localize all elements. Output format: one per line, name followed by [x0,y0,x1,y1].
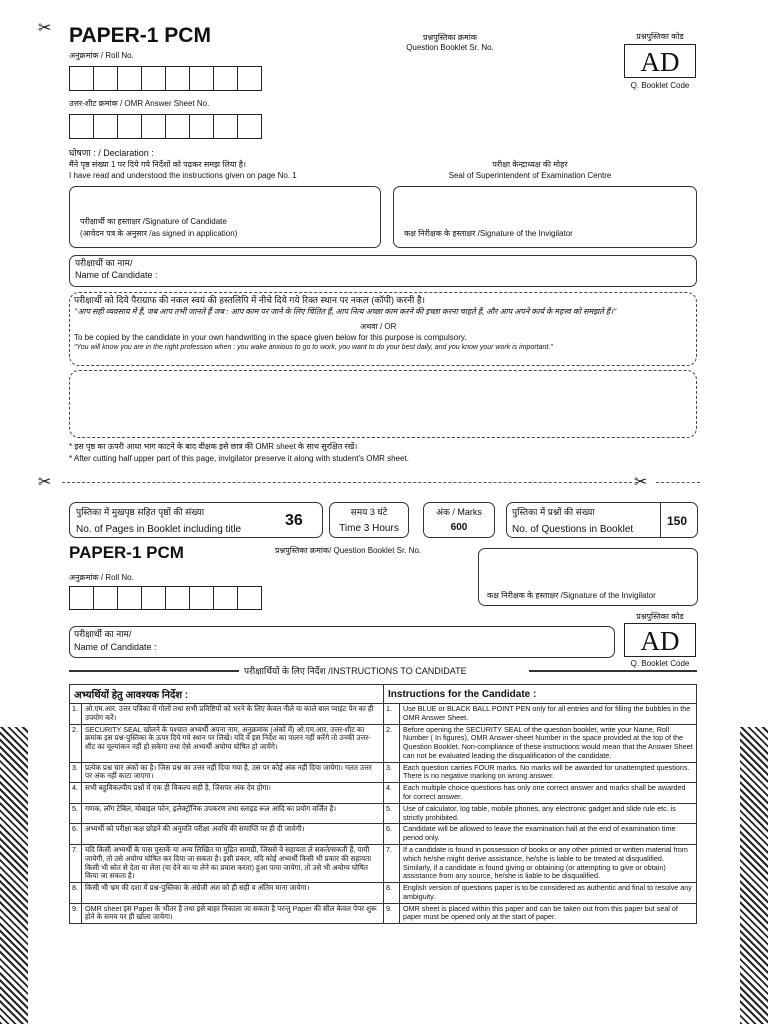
scissors-icon: ✂ [38,18,52,37]
instructions-banner [69,667,697,679]
instruction-text-hi: SECURITY SEAL खोलने के पश्चात अभ्यर्थी अपना नाम, अनुक्रमांक (अंकों में) ओ.एम.आर. उत्तर-शीट का क्रमांक इस प्रश्न-पुस्तिका के ऊपर दिये गये स्थान पर लिखें। यदि वे इस निर्देश का पालन नहीं करेंगे तो उनकी उत्तर-शीट का मूल्यांकन नहीं हो सकेगा तथा ऐसे अभ्यर्थी अयोग्य घोषित हो जायेंगे। [82,724,384,762]
instruction-text-hi: ओ.एम.आर. उत्तर पत्रिका में गोलों तथा सभी प्रविष्टियों को भरने के लिए केवल नीले या काले बाल प्वाइंट पेन का ही उपयोग करें। [82,704,384,725]
instruction-text-hi: सभी बहुविकल्पीय प्रश्नों में एक ही विकल्प सही है, जिसपर अंक देय होगा। [82,783,384,804]
instruction-text-hi: अभ्यर्थी को परीक्षा कक्ष छोड़ने की अनुमति परीक्षा अवधि की समाप्ति पर ही दी जायेगी। [82,824,384,845]
instruction-row [70,783,697,804]
seal-hi: परीक्षा केन्द्राध्यक्ष की मोहर [492,160,568,169]
instruction-row [70,762,697,783]
booklet-sr-hi: प्रश्नपुस्तिका क्रमांक [422,33,478,42]
instruction-number: 1. [70,704,82,725]
instruction-text-en: English version of questions paper is to be considered as authentic and final to resolve any ambiguity. [400,883,697,904]
time-label-hi: समय 3 घंटे [350,507,388,517]
booklet-code-box: AD [624,44,696,78]
instruction-number: 5. [70,803,82,824]
bottom-booklet-sr: प्रश्नपुस्तिका क्रमांक/ Question Booklet Sr. No. [275,546,422,555]
candidate-name-box[interactable] [69,255,697,287]
bottom-invigilator-box[interactable] [478,548,698,606]
instructions-head-hi: अभ्यर्थियों हेतु आवश्यक निर्देश : [70,685,384,704]
booklet-code-en: Q. Booklet Code [630,81,690,90]
instruction-text-en: Candidate will be allowed to leave the examination hall at the end of examination time period only. [400,824,697,845]
instruction-text-hi: गणक, लॉग टेबिल, मोबाइल फोन, इलेक्ट्रॉनिक उपकरण तथा स्लाइड रूल आदि का प्रयोग वर्जित है। [82,803,384,824]
quote-hi: "आप सही व्यवसाय में हैं, जब आप तभी जानते हैं जब : आप काम पर जाने के लिए चिंतित हैं, आप नित्य अच्छा काम करने की इच्छा करना चाहते हैं, और आप अपने कार्य के महत्त्व को समझते हैं।" [74,307,617,316]
copy-instruction-en: To be copied by the candidate in your own handwriting in the space given below for this purpose is compulsory. [74,333,467,342]
instruction-row [70,903,697,924]
note-en: * After cutting half upper part of this page, invigilator preserve it along with student's OMR sheet. [69,454,409,463]
questions-label-en: No. of Questions in Booklet [512,524,634,535]
time-info-box [329,502,409,538]
instruction-number: 5. [384,803,400,824]
instruction-number: 9. [384,903,400,924]
copy-instruction-hi: परीक्षार्थी को दिये पैराग्राफ की नकल स्वयं की हस्तलिपि में नीचे दिये गये रिक्त स्थान पर नकल (कॉपी) करनी है। [74,295,426,305]
scissors-icon: ✂ [38,472,52,491]
roll-number-grid[interactable] [69,66,261,96]
bottom-roll-grid[interactable] [69,586,261,615]
handwriting-space[interactable] [69,370,697,438]
page-title: PAPER-1 PCM [69,24,211,47]
pages-label-hi: पुस्तिका में मुखपृष्ठ सहित पृष्ठों की संख्या [76,507,205,517]
instruction-text-hi: किसी भी भ्रम की दशा में प्रश्न-पुस्तिका के अंग्रेजी अंश को ही सही व अंतिम माना जायेगा। [82,883,384,904]
questions-count: 150 [667,514,688,528]
instructions-head-en: Instructions for the Candidate : [384,685,697,704]
omr-number-grid[interactable] [69,114,261,144]
bottom-name-hi: परीक्षार्थी का नाम/ [74,629,132,639]
instruction-row [70,724,697,762]
instruction-number: 4. [384,783,400,804]
or-label: अथवा / OR [360,322,397,331]
instruction-number: 4. [70,783,82,804]
bottom-roll-label: अनुक्रमांक / Roll No. [69,573,134,582]
instruction-number: 7. [384,844,400,882]
roll-label: अनुक्रमांक / Roll No. [69,51,134,60]
instruction-text-hi: यदि किसी अभ्यर्थी के पास पुस्तकें या अन्य लिखित या मुद्रित सामग्री, जिससे वे सहायता ले सकते/सकती हैं, पायी जायेगी, तो उसे अयोग्य घोषित कर दिया जा सकता है। इसी प्रकार, यदि कोई अभ्यर्थी किसी भी प्रकार की सहायता किसी भी स्रोत से देता या लेता (या देने का या लेने का प्रयास करता) हुआ पाया जायेगा, तो उसे भी अयोग्य घोषित किया जा सकता है। [82,844,384,882]
instruction-number: 6. [70,824,82,845]
pages-count: 36 [285,512,303,529]
candidate-signature-box[interactable] [69,186,381,248]
bottom-title: PAPER-1 PCM [69,543,184,562]
pages-info-box [69,502,323,538]
booklet-sr-en: Question Booklet Sr. No. [406,43,494,52]
bottom-invigilator-label: कक्ष निरीक्षक के हस्ताक्षर /Signature of the Invigilator [487,591,656,600]
instruction-number: 8. [384,883,400,904]
copy-instruction-box [69,292,697,366]
marks-info-box [423,502,495,538]
instruction-number: 1. [384,704,400,725]
instruction-row [70,844,697,882]
bottom-code-box: AD [624,623,696,657]
time-label-en: Time 3 Hours [339,522,399,534]
instruction-text-en: OMR sheet is placed within this paper and can be taken out from this paper but seal of paper must be opened only at the start of paper. [400,903,697,924]
bottom-name-en: Name of Candidate : [74,642,157,652]
marks-value: 600 [450,521,468,533]
bottom-code-en: Q. Booklet Code [630,659,690,668]
instruction-number: 2. [384,724,400,762]
declaration-title: घोषणा : / Declaration : [69,148,154,158]
quote-en: "You will know you are in the right profession when : you wake anxious to go to work, you want to do your best daily, and you know your work is important." [74,344,553,351]
bottom-name-box[interactable] [69,626,615,658]
instruction-text-en: Use of calculator, log table, mobile phones, any electronic gadget and slide rule etc. is strictly prohibited. [400,803,697,824]
ornament-border [0,727,28,1024]
instruction-text-en: Before opening the SECURITY SEAL of the question booklet, write your Name, Roll Number ( In figures), OMR Answer-sheet Number in the space provided at the top of the Question Booklet. Non-compliance of these instructions would mean that the Answer Sheet can not be evaluated leading the disqualification of the candidate. [400,724,697,762]
instruction-text-hi: प्रत्येक प्रश्न चार अंकों का है। जिस प्रश्न का उत्तर नहीं दिया गया है, उस पर कोई अंक नहीं दिया जायेगा। गलत उत्तर पर अंक नहीं काटा जाएगा। [82,762,384,783]
questions-info-box [506,502,698,538]
ornament-border [740,727,768,1024]
declaration-hi: मैंने पृष्ठ संख्या 1 पर दिये गये निर्देशों को पढ़कर समझ लिया है। [69,160,246,169]
instruction-text-hi: OMR sheet इस Paper के भीतर है तथा इसे बाहर निकाला जा सकता है परन्तु Paper की सील केवल पेपर शुरू होने के समय पर ही खोला जायेगा। [82,903,384,924]
name-label-en: Name of Candidate : [75,270,158,280]
declaration-en: I have read and understood the instructions given on page No. 1 [69,171,297,180]
cut-line [62,482,632,483]
scissors-icon: ✂ [634,472,648,491]
instruction-row [70,883,697,904]
seal-en: Seal of Superintendent of Examination Centre [448,171,612,180]
instruction-text-en: If a candidate is found in possession of books or any other printed or written material from which he/she might derive assistance, he/she is liable to be treated at disqualified. Similarly, if a candidate is found giving or obtaining (or attempting to give or obtain) assistance from any source, he/she is liable to be disqualified. [400,844,697,882]
candidate-signature-sub: (आवेदन पत्र के अनुसार /as signed in application) [80,229,238,238]
booklet-code-hi: प्रश्नपुस्तिका कोड [636,32,684,41]
instruction-number: 8. [70,883,82,904]
name-label-hi: परीक्षार्थी का नाम/ [75,258,133,268]
instruction-text-en: Each question carries FOUR marks. No marks will be awarded for unattempted questions. There is no negative marking on wrong answer. [400,762,697,783]
invigilator-signature-label: कक्ष निरीक्षक के हस्ताक्षर /Signature of the Invigilator [404,229,573,238]
candidate-signature-label: परीक्षार्थी का हस्ताक्षर /Signature of Candidate [80,217,227,226]
instruction-number: 9. [70,903,82,924]
pages-label-en: No. of Pages in Booklet including title [76,524,242,535]
invigilator-signature-box[interactable] [393,186,697,248]
instructions-banner-text: परीक्षार्थियों के लिए निर्देश /INSTRUCTIONS TO CANDIDATE [244,666,467,676]
note-hi: * इस पृष्ठ का ऊपरी आधा भाग काटने के बाद वीक्षक इसे छात्र की OMR sheet के साथ सुरक्षित रखें। [69,442,358,451]
instruction-number: 2. [70,724,82,762]
instruction-row [70,803,697,824]
instruction-text-en: Use BLUE or BLACK BALL POINT PEN only for all entries and for filling the bubbles in the OMR Answer Sheet. [400,704,697,725]
omr-label: उत्तर-शीट क्रमांक / OMR Answer Sheet No. [69,99,210,108]
instruction-number: 7. [70,844,82,882]
marks-label: अंक / Marks [436,507,482,517]
instruction-text-en: Each multiple choice questions has only one correct answer and marks shall be awarded for correct answer. [400,783,697,804]
questions-label-hi: पुस्तिका में प्रश्नों की संख्या [512,507,595,517]
bottom-code-hi: प्रश्नपुस्तिका कोड [636,612,684,621]
instruction-number: 6. [384,824,400,845]
instructions-table [69,684,697,924]
instruction-number: 3. [70,762,82,783]
instruction-row [70,824,697,845]
cut-line [656,482,700,483]
instruction-number: 3. [384,762,400,783]
instruction-row [70,704,697,725]
